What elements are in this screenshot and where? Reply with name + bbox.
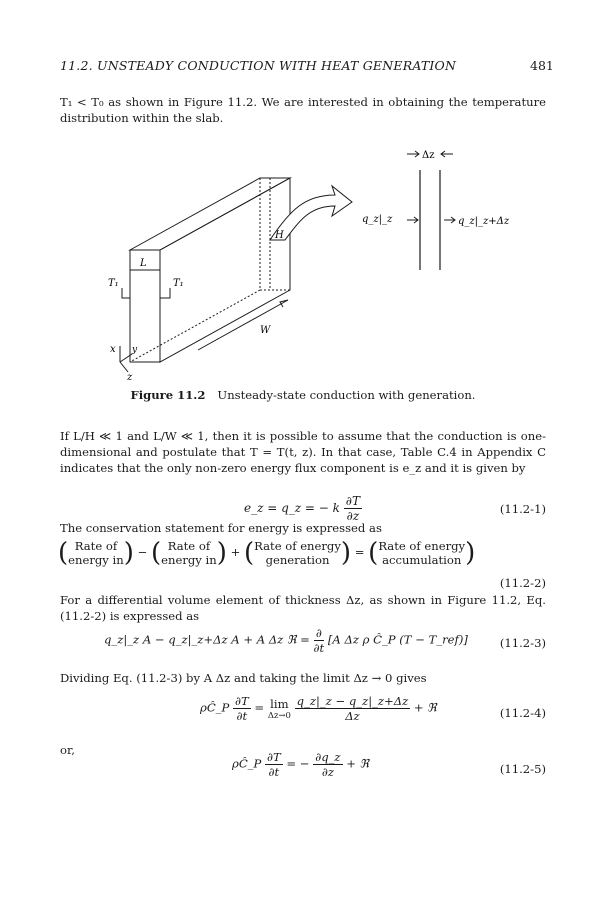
- label-L: L: [140, 258, 147, 269]
- eq-number-11-2-3: (11.2-3): [499, 636, 546, 650]
- figure-11-2: [100, 140, 520, 380]
- label-qz-zdz: q_z|_z+Δz: [458, 216, 510, 227]
- eq1-num: ∂T: [345, 494, 360, 508]
- axis-x: x: [110, 344, 116, 355]
- eq-number-11-2-1: (11.2-1): [499, 502, 546, 516]
- running-header: 11.2. UNSTEADY CONDUCTION WITH HEAT GENERATION: [60, 58, 457, 73]
- slab-top-face: [130, 178, 290, 250]
- equation-11-2-1: [244, 494, 362, 523]
- intro-paragraph: T₁ < T₀ as shown in Figure 11.2. We are interested in obtaining the temperature distribution within the slab.: [60, 95, 546, 126]
- caption-label: Figure 11.2: [130, 388, 206, 402]
- eq-number-11-2-4: (11.2-4): [499, 706, 546, 720]
- label-H: H: [275, 230, 284, 241]
- equation-11-2-4: ρĈ_P $\frac{\partial T}{\partial t}$ = lim Δz→0 $\frac{q\_z|\_z - q\_z|\_z+\Delta z}{\Delta z}$ + ℜ: [200, 694, 437, 723]
- eq-number-11-2-5: (11.2-5): [499, 762, 546, 776]
- axis-z: z: [127, 372, 133, 380]
- axis-y: y: [132, 345, 138, 355]
- equation-11-2-3: q_z|_z A − q_z|_z+Δz A + A Δz ℜ = $\frac{\partial}{\partial t}$ [A Δz ρ Ĉ_P (T − T_ref)]: [104, 626, 468, 655]
- label-T1-left: T₁: [108, 278, 119, 289]
- paragraph-differential: For a differential volume element of thickness Δz, as shown in Figure 11.2, Eq. (11.2-2) is expressed as: [60, 593, 546, 624]
- label-T1-right: T₁: [173, 278, 184, 289]
- paragraph-assumption: If L/H ≪ 1 and L/W ≪ 1, then it is possible to assume that the conduction is one-dimensional and postulate that T = T(t, z). In that case, Table C.4 in Appendix C indicates that the only non-zero energy flux component is e_z and it is given by: [60, 429, 546, 476]
- eq1-lhs: e_z = q_z = − k: [244, 501, 340, 515]
- paragraph-conservation: The conservation statement for energy is expressed as: [60, 521, 382, 535]
- label-W: W: [260, 325, 271, 336]
- eq-number-11-2-2: (11.2-2): [499, 576, 546, 590]
- or-text: or,: [60, 743, 75, 757]
- page-number: 481: [530, 58, 554, 73]
- paragraph-dividing: Dividing Eq. (11.2-3) by A Δz and taking the limit Δz → 0 gives: [60, 671, 427, 685]
- equation-11-2-5: ρĈ_P $\frac{\partial T}{\partial t}$ = − $\frac{\partial q\_z}{\partial z}$ + ℜ: [232, 750, 370, 779]
- label-dz: Δz: [422, 150, 435, 161]
- caption-text: Unsteady-state conduction with generation.: [217, 388, 476, 402]
- label-qz-z: q_z|_z: [362, 214, 393, 225]
- eq1-den: ∂z: [346, 509, 360, 523]
- equation-11-2-2: ( Rate of energy in) − ( Rate of energy in) + (Rate of energy generation ) = (Rate of energy accumulation ): [58, 538, 476, 568]
- figure-caption: [60, 388, 546, 402]
